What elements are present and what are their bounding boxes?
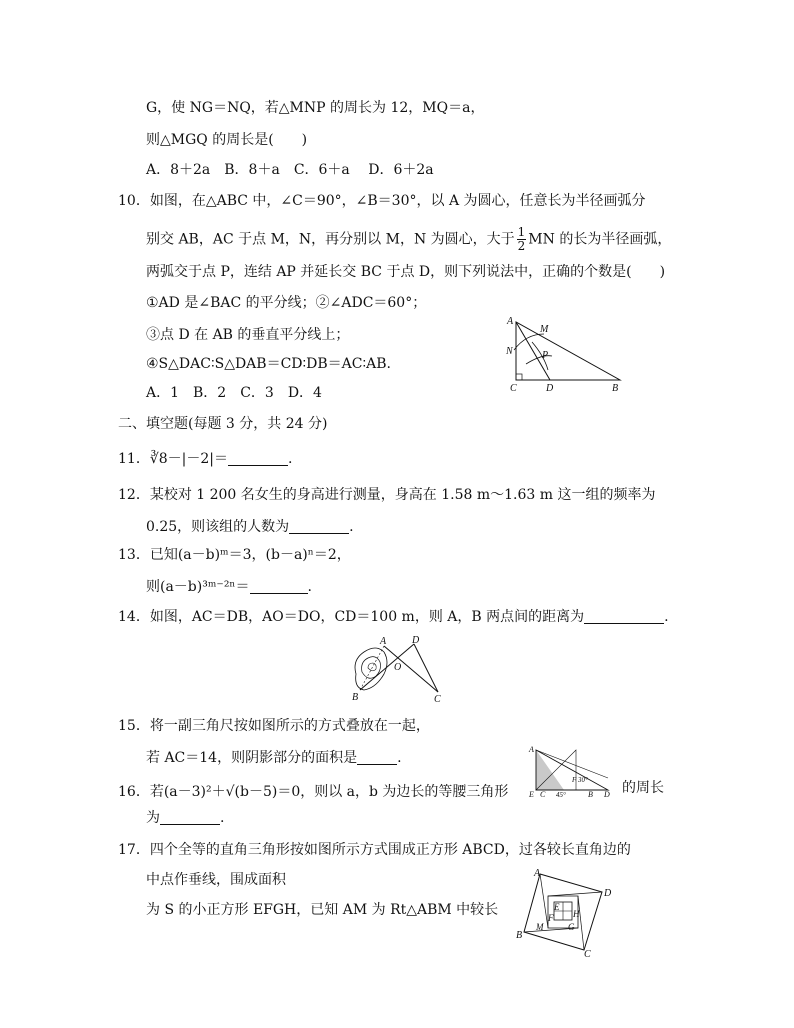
q10-label-p: P <box>542 350 549 361</box>
q15-label-a: A <box>529 745 534 754</box>
q11-text: 11．∛8－|－2|＝ <box>118 451 228 467</box>
q17-label-m: M <box>536 922 544 932</box>
q15-label-c: C <box>540 790 546 799</box>
q10-triangle <box>516 322 620 380</box>
q10-line3: 两弧交于点 P，连结 AP 并延长交 BC 于点 D，则下列说法中，正确的个数是( ) <box>146 264 666 280</box>
q11-end: . <box>287 451 293 467</box>
q17-figure <box>512 866 616 958</box>
q10-statement-1-2: ①AD 是∠BAC 的平分线；②∠ADC＝60°； <box>146 295 427 311</box>
q17-line2: 中点作垂线，围成面积 <box>146 872 286 888</box>
q17-segment-am <box>540 874 548 928</box>
q14-pond-outer <box>355 648 387 690</box>
q10-label-n: N <box>506 346 513 357</box>
q17-label-a: A <box>534 868 541 879</box>
q15-label-b: B <box>588 790 593 799</box>
q17-label-c: C <box>584 949 591 958</box>
q9-line2: 则△MGQ 的周长是( ) <box>146 132 308 148</box>
q10-label-a: A <box>507 316 514 327</box>
q15-label-angle30: 30° <box>578 776 588 784</box>
q17-label-h: H <box>573 909 580 919</box>
q10-label-b: B <box>612 383 619 394</box>
q10-options: A．1 B．2 C．3 D．4 <box>146 385 322 401</box>
q15-label-angle45: 45° <box>556 791 566 799</box>
q10-frac-num: 1 <box>517 225 526 239</box>
q15-label-e: E <box>529 790 534 799</box>
q15-shaded-region <box>536 750 564 790</box>
q12-line2 <box>146 517 354 537</box>
q17-line1: 17．四个全等的直角三角形按如图所示方式围成正方形 ABCD，过各较长直角边的 <box>118 842 631 858</box>
q13-end: . <box>307 579 312 595</box>
q14-label-a: A <box>380 636 387 647</box>
q14-pond-inner <box>368 663 376 671</box>
q12-end: . <box>349 519 354 535</box>
q10-fraction <box>517 226 527 253</box>
q10-label-m: M <box>540 324 549 335</box>
q12-answer-blank <box>289 519 349 534</box>
q14-label-d: D <box>412 635 420 646</box>
q13-line2 <box>146 577 312 597</box>
q13-line1: 13．已知(a－b)ᵐ＝3，(b－a)ⁿ＝2， <box>118 547 351 563</box>
q14-label-c: C <box>434 694 441 704</box>
q10-statement-4: ④S△DAC∶S△DAB＝CD∶DB＝AC∶AB. <box>146 356 391 372</box>
q10-label-d: D <box>546 383 554 394</box>
q15-label-d: D <box>604 790 610 799</box>
q10-arc-mn <box>514 334 544 350</box>
q17-label-d: D <box>604 888 612 899</box>
q14-segment-dc <box>414 644 438 692</box>
q15-end: . <box>397 750 402 766</box>
q10-label-c: C <box>510 383 517 394</box>
q15-line2 <box>146 748 402 768</box>
q10-statement-3: ③点 D 在 AB 的垂直平分线上； <box>146 327 350 343</box>
q15-answer-blank <box>357 750 397 765</box>
q13-text: 则(a－b)³ᵐ⁻²ⁿ＝ <box>146 579 250 595</box>
q17-segment-c <box>578 896 584 950</box>
q16-line1: 16．若(a－3)²＋√(b－5)＝0，则以 a，b 为边长的等腰三角形 <box>118 784 509 800</box>
q14-figure <box>348 634 452 704</box>
q10-line2 <box>146 226 671 253</box>
q10-line2-b: MN 的长为半径画弧， <box>528 231 672 248</box>
q14-segment-ac <box>384 646 438 692</box>
q14 <box>118 607 669 627</box>
q14-label-b: B <box>352 692 359 703</box>
q15-figure <box>526 742 616 800</box>
q11 <box>118 449 292 469</box>
q14-label-o: O <box>394 662 402 673</box>
q17-label-f: F <box>548 913 554 923</box>
q17-label-b: B <box>516 930 523 941</box>
q16-tail: 的周长 <box>622 780 664 796</box>
q15-text: 若 AC＝14，则阴影部分的面积是 <box>146 750 358 766</box>
q16-answer-blank <box>160 810 220 825</box>
q10-line1: 10．如图，在△ABC 中，∠C＝90°，∠B＝30°，以 A 为圆心，任意长为半径画弧分 <box>118 193 646 209</box>
q10-figure <box>500 312 630 394</box>
q11-answer-blank <box>228 451 288 466</box>
q12-line1: 12．某校对 1 200 名女生的身高进行测量，身高在 1.58 m～1.63 m 这一组的频率为 <box>118 487 656 503</box>
q10-frac-den: 2 <box>517 239 526 253</box>
q17-label-e: E <box>554 902 560 912</box>
q14-answer-blank <box>584 609 664 624</box>
q17-label-g: G <box>568 922 575 932</box>
q15-label-f: F <box>572 776 577 784</box>
q10-right-angle-mark <box>516 374 522 380</box>
q14-text: 14．如图，AC＝DB，AO＝DO，CD＝100 m，则 A，B 两点间的距离为 <box>118 609 585 625</box>
q16-end: . <box>220 810 225 826</box>
section-2-heading: 二、填空题(每题 3 分，共 24 分) <box>118 416 328 432</box>
q9-line1: G，使 NG＝NQ，若△MNP 的周长为 12，MQ＝a， <box>146 100 485 116</box>
q16-line2 <box>146 808 224 828</box>
q15-line1: 15．将一副三角尺按如图所示的方式叠放在一起， <box>118 718 430 734</box>
q17-line3: 为 S 的小正方形 EFGH，已知 AM 为 Rt△ABM 中较长 <box>146 902 499 918</box>
q16-text: 为 <box>146 810 160 826</box>
q10-line2-a: 别交 AB，AC 于点 M，N，再分别以 M，N 为圆心，大于 <box>146 231 515 248</box>
q13-answer-blank <box>250 579 308 594</box>
q12-text: 0.25，则该组的人数为 <box>146 519 290 535</box>
q9-options: A．8＋2a B．8＋a C．6＋a D．6＋2a <box>146 162 434 178</box>
q14-end: . <box>664 609 669 625</box>
q17-segment-d <box>548 892 602 896</box>
